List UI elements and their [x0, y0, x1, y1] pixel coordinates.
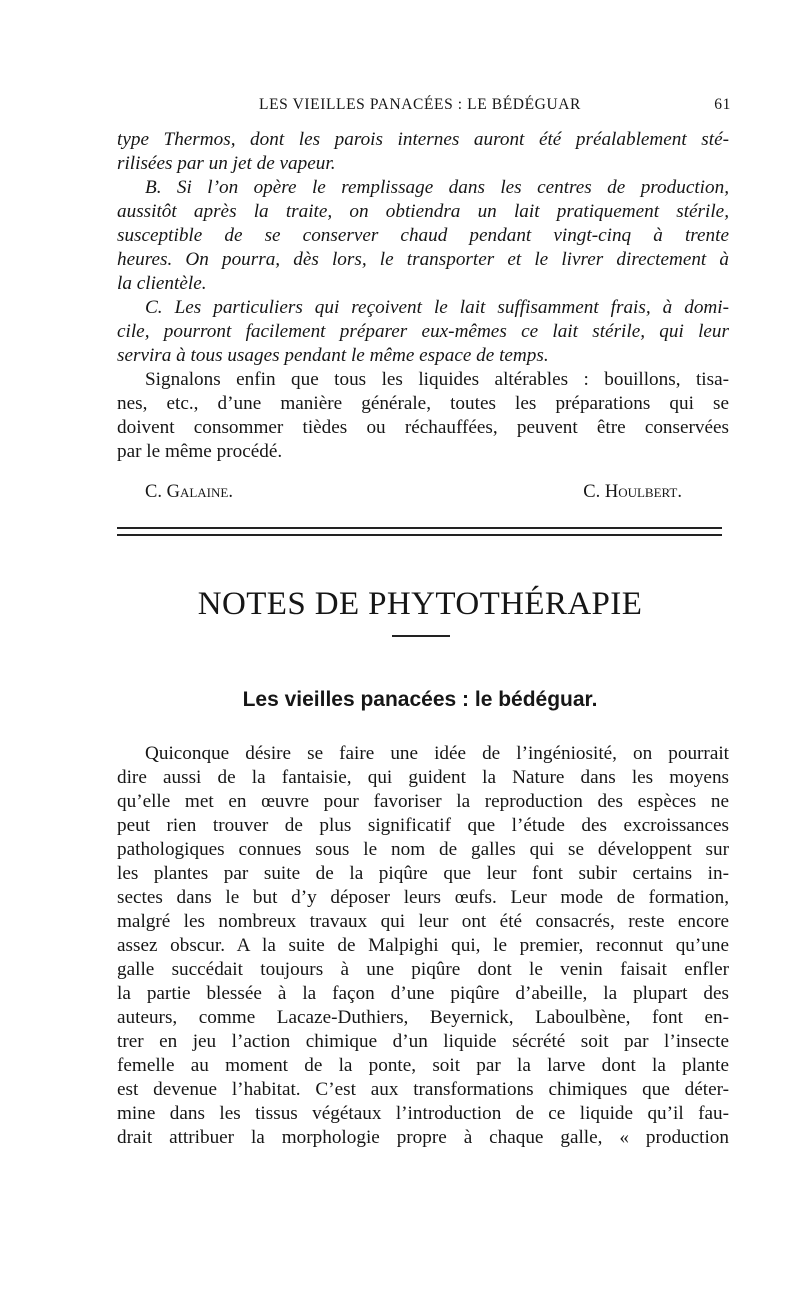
text-line: heures. On pourra, dès lors, le transporter et le livrer directement à — [117, 249, 729, 270]
text-line: la partie blessée à la façon d’une piqûre d’abeille, la plupart des — [117, 983, 729, 1004]
text-line: est devenue l’habitat. C’est aux transformations chimiques que déter- — [117, 1079, 729, 1100]
text-line: qu’elle met en œuvre pour favoriser la reproduction des espèces ne — [117, 791, 729, 812]
signature-houlbert: C. Houlbert. — [583, 482, 682, 502]
text-line: assez obscur. A la suite de Malpighi qui, le premier, reconnut qu’une — [117, 935, 729, 956]
text-line: Quiconque désire se faire une idée de l’ingéniosité, on pourrait — [145, 743, 729, 764]
divider-rule-bottom — [117, 534, 722, 536]
text-line: type Thermos, dont les parois internes auront été préalablement sté- — [117, 129, 729, 150]
text-line: C. Les particuliers qui reçoivent le lait suffisamment frais, à domi- — [145, 297, 729, 318]
text-line: drait attribuer la morphologie propre à chaque galle, « production — [117, 1127, 729, 1148]
text-line: nes, etc., d’une manière générale, toutes les préparations qui se — [117, 393, 729, 414]
text-line: rilisées par un jet de vapeur. — [117, 153, 336, 174]
signature-galaine: C. Galaine. — [145, 482, 233, 502]
text-line: les plantes par suite de la piqûre que leur font subir certains in- — [117, 863, 729, 884]
text-line: trer en jeu l’action chimique d’un liquide sécrété soit par l’insecte — [117, 1031, 729, 1052]
text-line: cile, pourront facilement préparer eux-mêmes ce lait stérile, qui leur — [117, 321, 729, 342]
text-line: B. Si l’on opère le remplissage dans les centres de production, — [145, 177, 729, 198]
title-underline — [392, 635, 450, 637]
text-line: pathologiques connues sous le nom de galles qui se développent sur — [117, 839, 729, 860]
text-line: la clientèle. — [117, 273, 207, 294]
text-line: servira à tous usages pendant le même espace de temps. — [117, 345, 549, 366]
text-line: doivent consommer tièdes ou réchauffées, peuvent être conservées — [117, 417, 729, 438]
text-line: sectes dans le but d’y déposer leurs œufs. Leur mode de formation, — [117, 887, 729, 908]
text-line: dire aussi de la fantaisie, qui guident la Nature dans les moyens — [117, 767, 729, 788]
text-line: aussitôt après la traite, on obtiendra un lait pratiquement stérile, — [117, 201, 729, 222]
text-line: Signalons enfin que tous les liquides altérables : bouillons, tisa- — [145, 369, 729, 390]
text-line: par le même procédé. — [117, 441, 283, 462]
divider-rule-top — [117, 527, 722, 529]
text-line: femelle au moment de la ponte, soit par la larve dont la plante — [117, 1055, 729, 1076]
text-line: peut rien trouver de plus significatif que l’étude des excroissances — [117, 815, 729, 836]
text-line: malgré les nombreux travaux qui leur ont été consacrés, reste encore — [117, 911, 729, 932]
text-line: susceptible de se conserver chaud pendant vingt-cinq à trente — [117, 225, 729, 246]
article-subtitle: Les vieilles panacées : le bédéguar. — [242, 688, 598, 711]
text-line: mine dans les tissus végétaux l’introduction de ce liquide qu’il fau- — [117, 1103, 729, 1124]
text-line: galle succédait toujours à une piqûre dont le venin faisait enfler — [117, 959, 729, 980]
text-line: auteurs, comme Lacaze-Duthiers, Beyernick, Laboulbène, font en- — [117, 1007, 729, 1028]
section-title: NOTES DE PHYTOTHÉRAPIE — [197, 586, 643, 622]
page-number: 61 — [714, 96, 731, 113]
running-head-title: LES VIEILLES PANACÉES : LE BÉDÉGUAR — [259, 96, 581, 113]
